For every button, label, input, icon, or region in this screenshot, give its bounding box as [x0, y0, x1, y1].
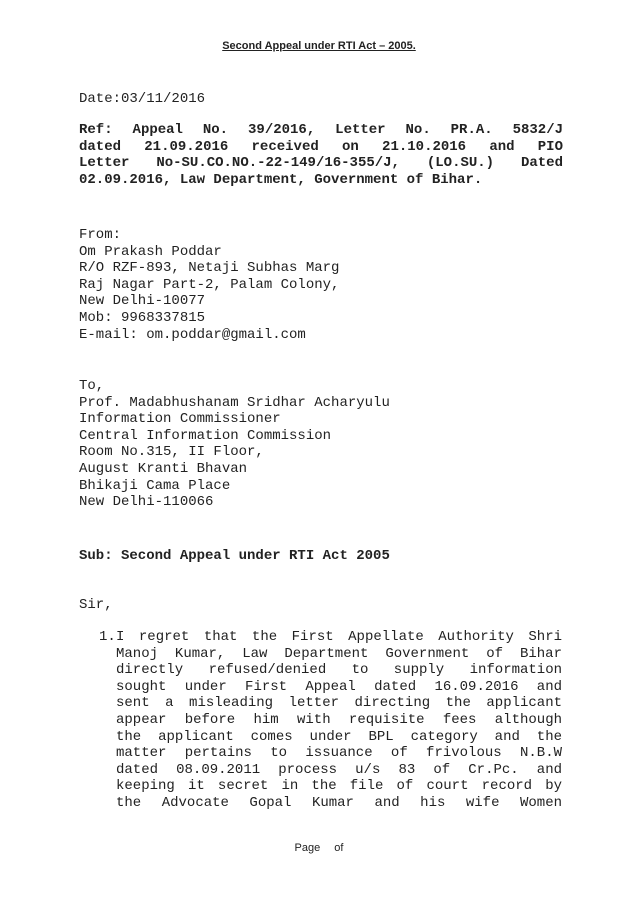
letter-date: Date:03/11/2016 — [79, 91, 206, 107]
to-line: Prof. Madabhushanam Sridhar Acharyulu — [79, 394, 390, 411]
point-line: sought under First Appeal dated 16.09.2016 and — [116, 678, 562, 695]
page-header: Second Appeal under RTI Act – 2005. — [222, 40, 416, 52]
to-line: August Kranti Bhavan — [79, 460, 248, 477]
from-line: R/O RZF-893, Netaji Subhas Marg — [79, 260, 340, 277]
from-line: Raj Nagar Part-2, Palam Colony, — [79, 276, 340, 293]
from-line: E-mail: om.poddar@gmail.com — [79, 326, 306, 343]
page-footer — [0, 842, 638, 854]
point-line: I regret that the First Appellate Authority Shri — [116, 629, 562, 645]
point-line: the applicant comes under BPL category and the — [116, 728, 562, 745]
point-line: sent a misleading letter directing the applicant — [116, 695, 562, 712]
point-line: Manoj Kumar, Law Department Government of Bihar — [116, 645, 562, 662]
salutation: Sir, — [79, 597, 113, 613]
point-line: dated 08.09.2011 process u/s 83 of Cr.Pc. and — [116, 761, 562, 778]
ref-line: dated 21.09.2016 received on 21.10.2016 and PIO — [79, 138, 563, 155]
point-number: 1. — [99, 629, 116, 645]
of-label: of — [334, 842, 344, 854]
from-line: Om Prakash Poddar — [79, 243, 222, 260]
point-line: the Advocate Gopal Kumar and his wife Women — [116, 794, 562, 811]
page-label: Page — [294, 842, 321, 854]
point-line: keeping it secret in the file of court record by — [116, 778, 562, 795]
ref-line: Letter No-SU.CO.NO.-22-149/16-355/J, (LO.SU.) Dated — [79, 155, 563, 172]
point-line: matter pertains to issuance of frivolous N.B.W — [116, 745, 562, 762]
point-line: appear before him with requisite fees although — [116, 711, 562, 728]
from-line: Mob: 9968337815 — [79, 309, 206, 326]
point-body — [116, 629, 562, 812]
ref-line: Ref: Appeal No. 39/2016, Letter No. PR.A. 5832/J — [79, 122, 563, 138]
point-line: directly refused/denied to supply information — [116, 662, 562, 679]
reference-block — [79, 122, 563, 188]
recipient-address — [79, 378, 563, 511]
to-line: Information Commissioner — [79, 411, 281, 428]
to-line: Bhikaji Cama Place — [79, 477, 231, 494]
to-line: New Delhi-110066 — [79, 494, 214, 511]
from-line: New Delhi-10077 — [79, 293, 206, 310]
to-line: Room No.315, II Floor, — [79, 444, 264, 461]
ref-line: 02.09.2016, Law Department, Government of Bihar. — [79, 171, 483, 188]
sender-address — [79, 227, 563, 343]
to-label: To, — [79, 378, 105, 394]
to-line: Central Information Commission — [79, 427, 332, 444]
from-label: From: — [79, 227, 122, 243]
subject-line: Sub: Second Appeal under RTI Act 2005 — [79, 548, 390, 564]
